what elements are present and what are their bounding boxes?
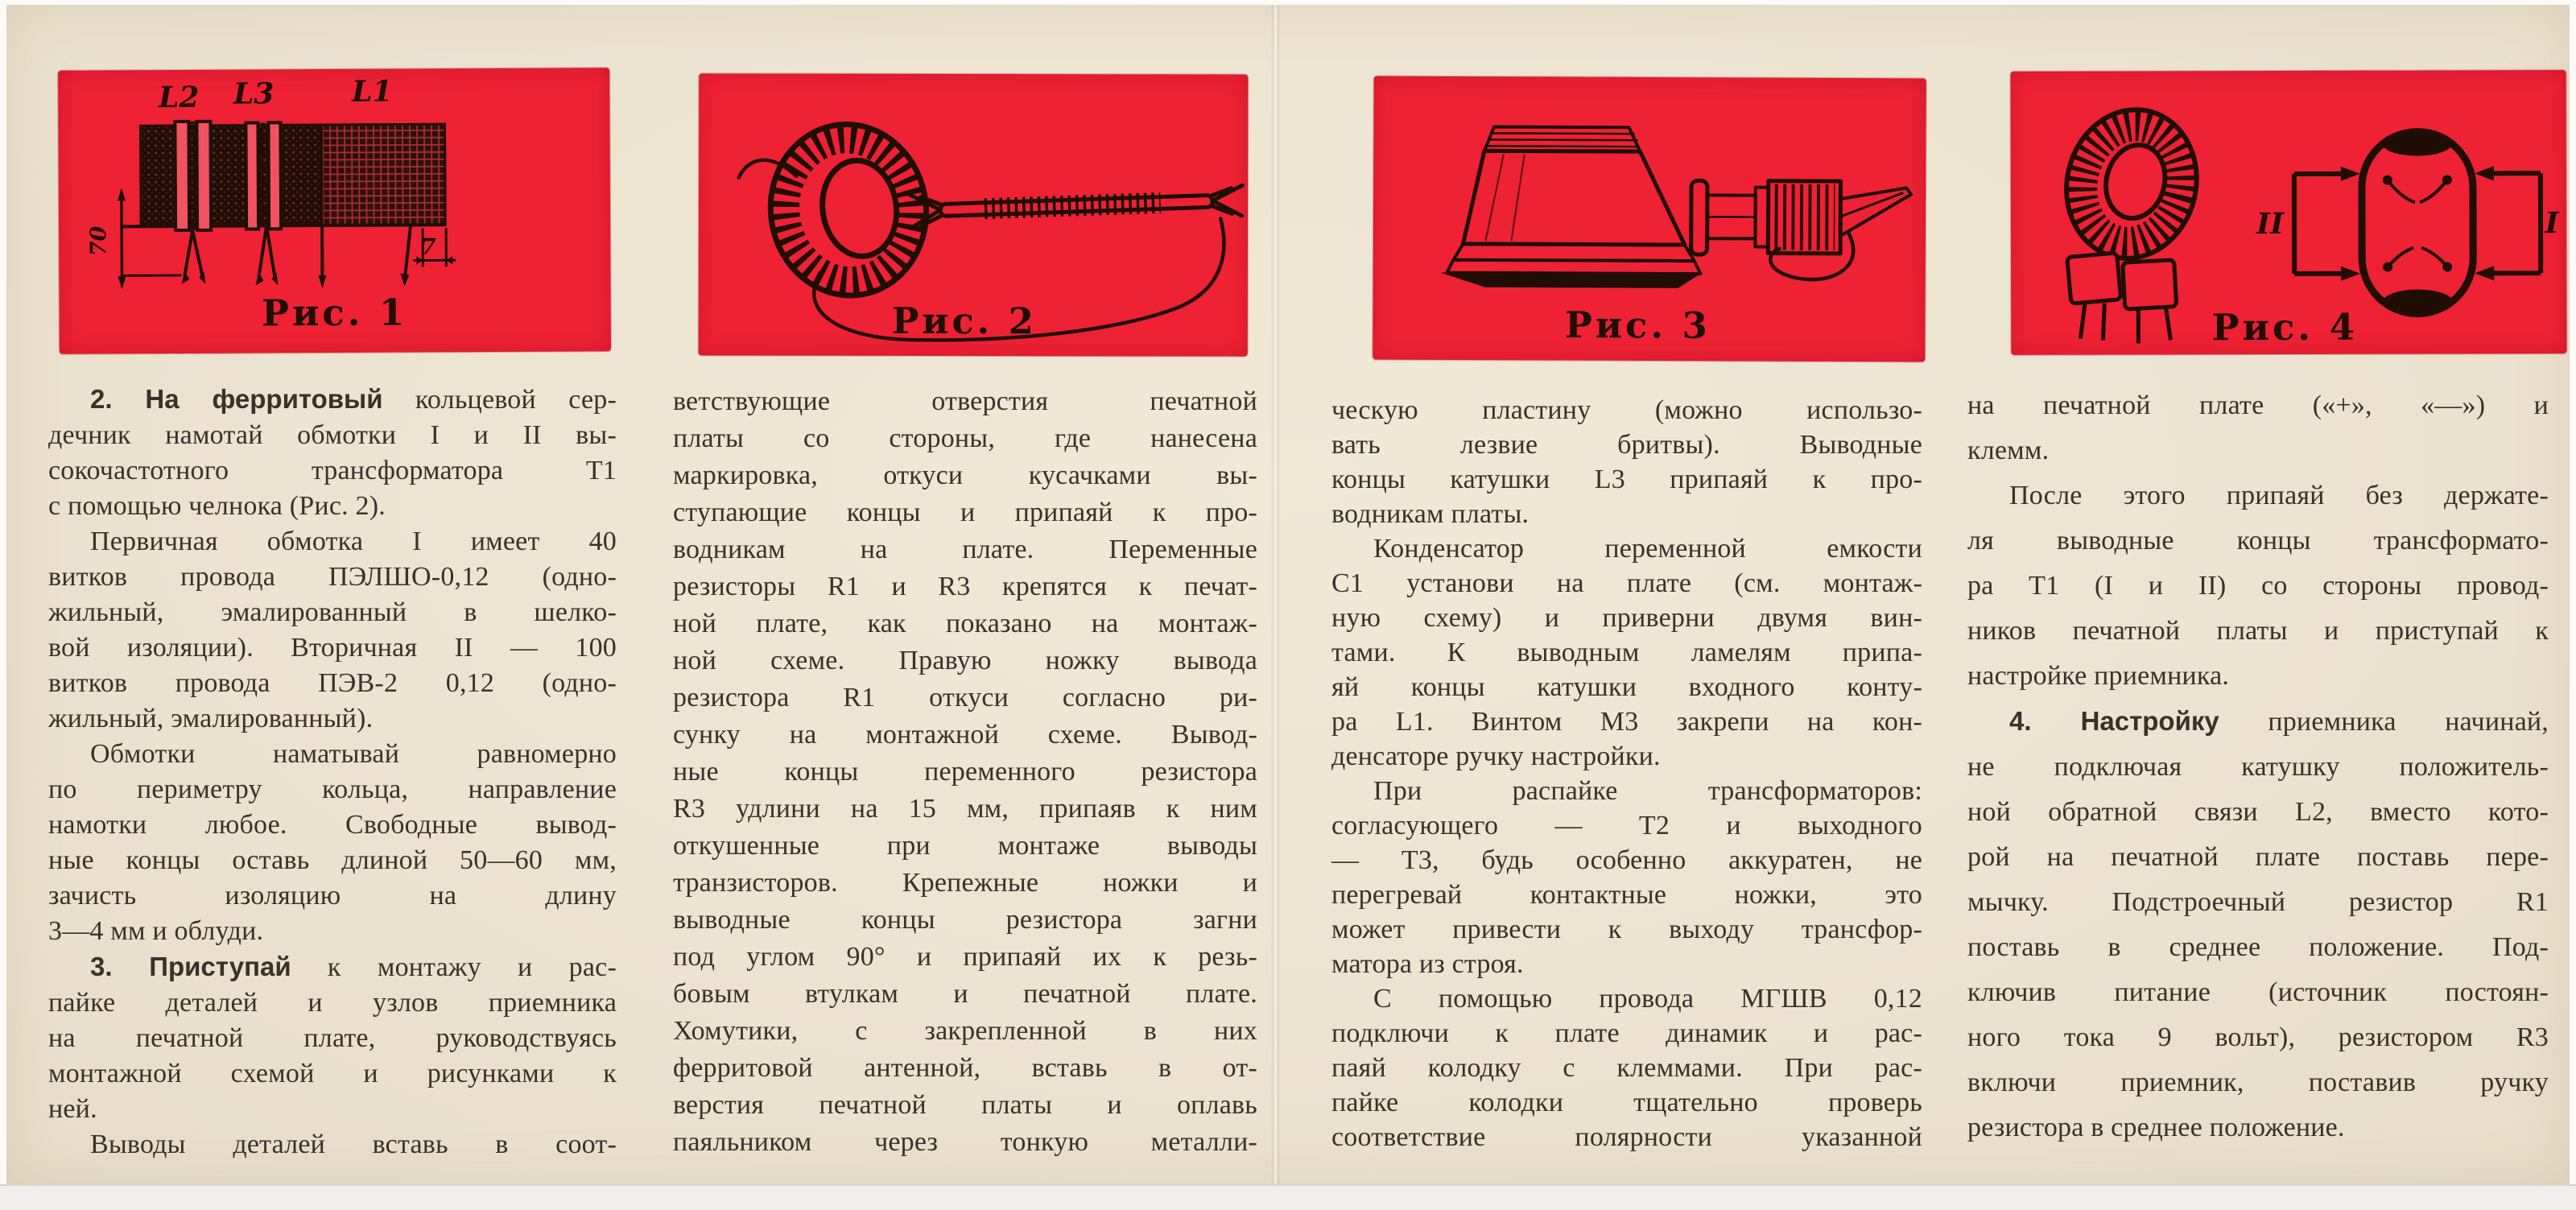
coil-L3-cheek bbox=[268, 122, 281, 229]
text-line: паяй колодку с клеммами. При рас- bbox=[1331, 1053, 1922, 1083]
text-line: транзисторов. Крепежные ножки и bbox=[673, 868, 1257, 898]
winding-II-label: II bbox=[2256, 207, 2284, 242]
mount-block bbox=[2123, 260, 2177, 309]
wire-tail bbox=[739, 160, 797, 178]
text-line: поставь в среднее положение. Под- bbox=[1967, 932, 2549, 962]
paragraph bbox=[1967, 383, 2549, 473]
ferrite-rod-drawing bbox=[117, 120, 456, 289]
scanner-edge bbox=[0, 1184, 2576, 1210]
text-line: настройке приемника. bbox=[1967, 661, 2230, 691]
text-line: на печатной плате, руководствуясь bbox=[48, 1023, 617, 1053]
text-column-3 bbox=[1331, 393, 1922, 1154]
text-line: ферритовой антенной, вставь в от- bbox=[673, 1053, 1257, 1083]
text-line: ной плате, как показано на монтаж- bbox=[673, 609, 1257, 638]
text-line: R3 удлини на 15 мм, припаяв к ним bbox=[673, 794, 1257, 824]
text-line: ра L1. Винтом М3 закрепи на кон- bbox=[1331, 707, 1922, 737]
text-column-4 bbox=[1967, 383, 2549, 1150]
text-line: Первичная обмотка I имеет 40 bbox=[90, 527, 617, 556]
winding-I-label: I bbox=[2545, 206, 2559, 241]
shaft-flange bbox=[1691, 180, 1707, 254]
text-line: откушенные при монтаже выводы bbox=[673, 831, 1257, 861]
coil-L1-label: L1 bbox=[351, 74, 393, 109]
text-line: ветствующие отверстия печатной bbox=[673, 386, 1257, 416]
coil-L1-lead bbox=[405, 225, 411, 275]
text-line: водникам платы. bbox=[1331, 499, 1530, 529]
paragraph bbox=[48, 1127, 617, 1163]
winding-shuttle bbox=[910, 184, 1244, 228]
text-line: ческую пластину (можно использо- bbox=[1331, 395, 1922, 425]
section-heading: 3. Приступай bbox=[90, 952, 291, 981]
section-heading: 4. Настройку bbox=[2009, 706, 2219, 736]
text-line: тами. К выводным ламелям припа- bbox=[1331, 638, 1922, 667]
text-line: платы со стороны, где нанесена bbox=[673, 423, 1257, 453]
text-line: ного тока 9 вольт), резистором R3 bbox=[1967, 1022, 2549, 1052]
text-line: ников печатной платы и приступай к bbox=[1967, 616, 2549, 646]
coil-L3-label: L3 bbox=[233, 76, 275, 111]
fig1-height-dimension: 70 bbox=[86, 225, 112, 257]
winding-leads bbox=[2388, 180, 2447, 266]
text-line: паяльником через тонкую металли- bbox=[673, 1127, 1257, 1157]
text-line: матора из строя. bbox=[1331, 949, 1524, 979]
text-line: витков провода ПЭЛШО-0,12 (одно- bbox=[48, 562, 617, 592]
text-line: по периметру кольца, направление bbox=[48, 774, 617, 804]
text-line: резистора R1 откуси согласно ри- bbox=[673, 683, 1257, 712]
text-line: бовым втулкам и печатной плате. bbox=[673, 979, 1257, 1009]
text-line: С помощью провода МГШВ 0,12 bbox=[1373, 984, 1922, 1014]
text-line: — Т3, будь особенно аккуратен, не bbox=[1331, 845, 1922, 875]
text-line: водникам на плате. Переменные bbox=[673, 535, 1257, 564]
text-line: вой изоляции). Вторичная II — 100 bbox=[48, 633, 617, 663]
text-line: витков провода ПЭВ-2 0,12 (одно- bbox=[48, 668, 617, 698]
fig1-width-dimension: 7 bbox=[420, 234, 436, 260]
coil-L2-label: L2 bbox=[158, 80, 200, 115]
text-line: маркировка, откуси кусачками вы- bbox=[673, 460, 1257, 490]
text-line: клемм. bbox=[1967, 436, 2050, 465]
knob-assembly-drawing bbox=[1440, 126, 1911, 289]
paragraph bbox=[48, 949, 617, 1127]
text-line: резисторы R1 и R3 крепятся к печат- bbox=[673, 572, 1257, 601]
text-line: перегревай контактные ножки, это bbox=[1331, 880, 1922, 910]
paragraph bbox=[1331, 393, 1922, 531]
text-line: ключив питание (источник постоян- bbox=[1967, 977, 2549, 1007]
paragraph bbox=[1331, 774, 1922, 981]
figure-plate-3 bbox=[1373, 76, 1926, 362]
text-line: с помощью челнока (Рис. 2). bbox=[48, 491, 386, 521]
text-line: соответствие полярности указанной bbox=[1331, 1122, 1922, 1152]
text-line: жильный, эмалированный в шелко- bbox=[48, 597, 617, 627]
text-line: ней. bbox=[48, 1094, 97, 1124]
text-line: 3. Приступай к монтажу и рас- bbox=[90, 952, 617, 982]
fig1-caption: Рис. 1 bbox=[261, 291, 408, 335]
text-column-1 bbox=[48, 382, 617, 1163]
figure-plate-2 bbox=[699, 73, 1249, 356]
text-column-2 bbox=[673, 383, 1257, 1161]
text-line: яй концы катушки входного конту- bbox=[1331, 672, 1922, 702]
knob-body bbox=[1463, 151, 1686, 245]
text-line: согласующего — Т2 и выходного bbox=[1331, 811, 1922, 840]
fig4-caption: Рис. 4 bbox=[2211, 305, 2359, 349]
text-line: ную схему) и приверни двумя вин- bbox=[1331, 603, 1922, 633]
text-line: резистора в среднее положение. bbox=[1967, 1113, 2345, 1142]
transformer-illustration bbox=[2011, 70, 2567, 355]
text-line: жильный, эмалированный). bbox=[48, 704, 374, 733]
text-line: сокочастотного трансформатора Т1 bbox=[48, 456, 617, 485]
text-line: сунку на монтажной схеме. Вывод- bbox=[673, 720, 1257, 750]
text-line: 2. На ферритовый кольцевой сер- bbox=[90, 384, 617, 415]
winding-II-bracket bbox=[2294, 174, 2341, 274]
coil-L3-leads bbox=[258, 225, 275, 277]
winding-I-bracket bbox=[2494, 173, 2541, 273]
text-line: рой на печатной плате поставь пере- bbox=[1967, 842, 2549, 872]
toroid-core bbox=[760, 114, 937, 305]
coil-L2-cheek bbox=[175, 122, 189, 230]
text-line: выводные концы резистора загни bbox=[673, 905, 1257, 935]
text-line: Конденсатор переменной емкости bbox=[1373, 534, 1922, 564]
text-line: ля выводные концы трансформато- bbox=[1967, 526, 2549, 555]
paragraph bbox=[1331, 531, 1922, 774]
text-line: ступающие концы и припаяй к про- bbox=[673, 498, 1257, 527]
text-line: под углом 90° и припаяй их к резь- bbox=[673, 942, 1257, 972]
tuning-knob-illustration bbox=[1373, 76, 1926, 362]
toroid-shuttle-illustration bbox=[699, 73, 1249, 356]
text-line: дечник намотай обмотки I и II вы- bbox=[48, 420, 617, 450]
text-line: верстия печатной платы и оплавь bbox=[673, 1090, 1257, 1120]
text-line: 4. Настройку приемника начинай, bbox=[2009, 706, 2549, 737]
figure-plate-4 bbox=[2011, 70, 2567, 355]
text-line: зачисть изоляцию на длину bbox=[48, 881, 617, 911]
text-line: Обмотки наматывай равномерно bbox=[90, 739, 617, 769]
center-fold-crease bbox=[1270, 5, 1280, 1185]
paragraph bbox=[673, 383, 1257, 1161]
coil-L2-cheek bbox=[196, 122, 211, 230]
text-line: ные концы оставь длиной 50—60 мм, bbox=[48, 845, 617, 875]
paragraph bbox=[48, 524, 617, 737]
fig3-caption: Рис. 3 bbox=[1564, 304, 1711, 347]
text-line: монтажной схемой и рисунками к bbox=[48, 1059, 617, 1088]
text-line: После этого припаяй без держате- bbox=[2009, 481, 2549, 510]
toroidal-transformer bbox=[2051, 96, 2212, 272]
text-line: может привести к выходу трансфор- bbox=[1331, 915, 1922, 944]
text-line: пайке колодки тщательно проверь bbox=[1331, 1088, 1922, 1117]
text-line: Выводы деталей вставь в соот- bbox=[90, 1129, 617, 1159]
coil-L2-leads bbox=[184, 230, 202, 276]
text-line: намотки любое. Свободные вывод- bbox=[48, 810, 617, 840]
coil-L1-winding bbox=[321, 124, 445, 225]
ferrite-rod-illustration bbox=[58, 68, 611, 354]
figure-plate-1 bbox=[58, 68, 611, 354]
text-line: ной обратной связи L2, вместо кото- bbox=[1967, 797, 2549, 827]
mount-block bbox=[2067, 253, 2121, 304]
text-line: вать лезвие бритвы). Выводные bbox=[1331, 430, 1922, 460]
text-line: на печатной плате («+», «—») и bbox=[1967, 390, 2549, 420]
text-line: подключи к плате динамик и рас- bbox=[1331, 1018, 1922, 1048]
coil-L3-cheek bbox=[246, 122, 258, 229]
text-line: 3—4 мм и облуди. bbox=[48, 916, 264, 946]
text-line: мычку. Подстроечный резистор R1 bbox=[1967, 887, 2549, 917]
core-outline bbox=[2362, 131, 2474, 313]
text-line: пайке деталей и узлов приемника bbox=[48, 988, 617, 1018]
knob-shadow bbox=[1440, 273, 1700, 288]
text-line: При распайке трансформаторов: bbox=[1373, 776, 1922, 806]
paragraph bbox=[1967, 473, 2549, 699]
section-heading: 2. На ферритовый bbox=[90, 384, 383, 414]
paragraph bbox=[1331, 981, 1922, 1154]
paragraph bbox=[1967, 699, 2549, 1150]
paper-sheet bbox=[6, 5, 2570, 1185]
text-line: концы катушки L3 припаяй к про- bbox=[1331, 465, 1922, 494]
text-line: Хомутики, с закрепленной в них bbox=[673, 1016, 1257, 1046]
paragraph bbox=[48, 737, 617, 949]
text-line: не подключая катушку положитель- bbox=[1967, 752, 2549, 782]
text-line: ра Т1 (I и II) со стороны провод- bbox=[1967, 571, 2549, 601]
threaded-barrel bbox=[1768, 181, 1840, 254]
text-line: С1 установи на плате (см. монтаж- bbox=[1331, 568, 1922, 598]
text-line: ные концы переменного резистора bbox=[673, 757, 1257, 787]
text-line: включи приемник, поставив ручку bbox=[1967, 1068, 2549, 1097]
fig2-caption: Рис. 2 bbox=[891, 299, 1037, 343]
text-line: денсаторе ручку настройки. bbox=[1331, 741, 1661, 771]
text-line: ной схеме. Правую ножку вывода bbox=[673, 646, 1257, 675]
paragraph bbox=[48, 382, 617, 524]
